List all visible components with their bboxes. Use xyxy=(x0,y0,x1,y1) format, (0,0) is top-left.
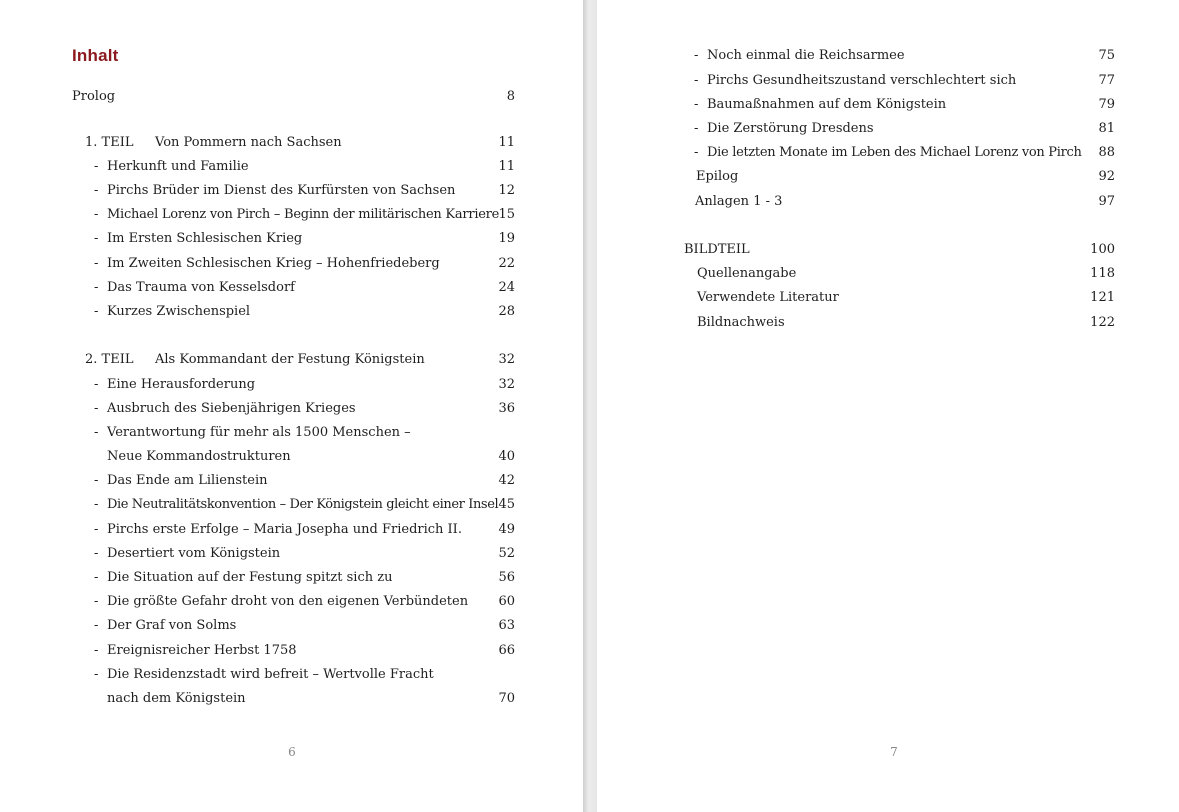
entry-page: 45 xyxy=(498,497,515,512)
bullet: - xyxy=(694,73,699,88)
entry-page: 77 xyxy=(1098,73,1115,88)
toc-entry-anlagen[interactable] xyxy=(695,191,1115,213)
bullet: - xyxy=(94,643,99,658)
toc-entry[interactable] xyxy=(694,45,1115,67)
entry-text: Bildnachweis xyxy=(697,315,785,330)
entry-page: 63 xyxy=(498,618,515,633)
bullet: - xyxy=(94,425,99,440)
bullet: - xyxy=(94,377,99,392)
entry-page: 70 xyxy=(498,691,515,706)
bullet: - xyxy=(94,159,99,174)
toc-entry-continuation[interactable] xyxy=(94,446,515,468)
bullet: - xyxy=(694,145,699,160)
toc-entry[interactable] xyxy=(94,253,515,275)
entry-text: Epilog xyxy=(696,169,739,184)
toc-entry[interactable] xyxy=(94,519,515,541)
entry-text: Anlagen 1 - 3 xyxy=(695,194,783,209)
entry-text: Im Zweiten Schlesischen Krieg – Hohenfriedeberg xyxy=(107,256,440,271)
entry-text: Noch einmal die Reichsarmee xyxy=(707,48,905,63)
entry-page: 42 xyxy=(498,473,515,488)
toc-entry[interactable] xyxy=(94,156,515,178)
entry-page: 11 xyxy=(498,135,515,150)
entry-text: Desertiert vom Königstein xyxy=(107,546,281,561)
toc-entry[interactable] xyxy=(694,118,1115,140)
toc-entry[interactable] xyxy=(94,543,515,565)
bullet: - xyxy=(694,97,699,112)
toc-entry[interactable] xyxy=(94,591,515,613)
entry-page: 8 xyxy=(506,89,515,104)
bullet: - xyxy=(94,618,99,633)
entry-text: BILDTEIL xyxy=(684,242,750,257)
entry-text: Ereignisreicher Herbst 1758 xyxy=(107,643,297,658)
entry-page: 36 xyxy=(498,401,515,416)
entry-text: Die Residenzstadt wird befreit – Wertvolle Fracht xyxy=(107,667,434,682)
toc-entry[interactable] xyxy=(694,94,1115,116)
entry-page: 56 xyxy=(498,570,515,585)
entry-text: nach dem Königstein xyxy=(107,691,246,706)
entry-text: Quellenangabe xyxy=(697,266,797,281)
entry-text: Kurzes Zwischenspiel xyxy=(107,304,251,319)
bullet: - xyxy=(94,667,99,682)
toc-entry[interactable] xyxy=(697,312,1115,334)
part-title: Von Pommern nach Sachsen xyxy=(155,135,342,150)
toc-entry[interactable] xyxy=(94,470,515,492)
entry-text: Im Ersten Schlesischen Krieg xyxy=(107,231,303,246)
entry-text: Herkunft und Familie xyxy=(107,159,249,174)
entry-page: 81 xyxy=(1098,121,1115,136)
entry-text: Die größte Gefahr droht von den eigenen Verbündeten xyxy=(107,594,469,609)
bullet: - xyxy=(94,207,99,222)
entry-text: Pirchs erste Erfolge – Maria Josepha und Friedrich II. xyxy=(107,522,462,537)
entry-page: 32 xyxy=(498,377,515,392)
toc-heading: Inhalt xyxy=(72,46,119,65)
toc-part-bildteil[interactable] xyxy=(684,239,1115,261)
part-title: Als Kommandant der Festung Königstein xyxy=(155,352,425,367)
entry-page: 66 xyxy=(498,643,515,658)
entry-text: Neue Kommandostrukturen xyxy=(107,449,291,464)
entry-page: 79 xyxy=(1098,97,1115,112)
entry-page: 22 xyxy=(498,256,515,271)
entry-text: Das Ende am Lilienstein xyxy=(107,473,268,488)
left-page xyxy=(0,0,583,812)
entry-text: Die Zerstörung Dresdens xyxy=(707,121,874,136)
toc-part-2[interactable] xyxy=(85,349,515,371)
bullet: - xyxy=(94,497,99,512)
toc-entry[interactable] xyxy=(94,664,515,686)
entry-page: 28 xyxy=(498,304,515,319)
toc-entry[interactable] xyxy=(94,301,515,323)
right-page xyxy=(597,0,1179,812)
bullet: - xyxy=(694,48,699,63)
entry-page: 49 xyxy=(498,522,515,537)
entry-page: 121 xyxy=(1090,290,1115,305)
bullet: - xyxy=(94,401,99,416)
entry-page: 24 xyxy=(498,280,515,295)
bullet: - xyxy=(94,280,99,295)
bullet: - xyxy=(94,546,99,561)
entry-page: 92 xyxy=(1098,169,1115,184)
entry-text: Die Situation auf der Festung spitzt sich zu xyxy=(107,570,393,585)
entry-page: 88 xyxy=(1098,145,1115,160)
bullet: - xyxy=(94,594,99,609)
entry-text: Pirchs Brüder im Dienst des Kurfürsten von Sachsen xyxy=(107,183,456,198)
bullet: - xyxy=(94,473,99,488)
entry-page: 11 xyxy=(498,159,515,174)
toc-entry[interactable] xyxy=(697,287,1115,309)
entry-text: Das Trauma von Kesselsdorf xyxy=(107,280,295,295)
toc-entry[interactable] xyxy=(694,70,1115,92)
entry-page: 100 xyxy=(1090,242,1115,257)
part-label: 2. TEIL xyxy=(85,352,134,367)
bullet: - xyxy=(94,570,99,585)
entry-text: Die letzten Monate im Leben des Michael Lorenz von Pirch xyxy=(707,145,1082,160)
toc-entry[interactable] xyxy=(694,142,1115,164)
bullet: - xyxy=(94,256,99,271)
toc-entry[interactable] xyxy=(94,615,515,637)
entry-text: Der Graf von Solms xyxy=(107,618,237,633)
entry-page: 118 xyxy=(1090,266,1115,281)
bullet: - xyxy=(94,231,99,246)
entry-page: 60 xyxy=(498,594,515,609)
entry-page: 19 xyxy=(498,231,515,246)
toc-entry[interactable] xyxy=(94,398,515,420)
entry-page: 122 xyxy=(1090,315,1115,330)
entry-page: 52 xyxy=(498,546,515,561)
toc-entry[interactable] xyxy=(94,277,515,299)
entry-text: Verwendete Literatur xyxy=(697,290,839,305)
bullet: - xyxy=(94,522,99,537)
toc-entry-continuation[interactable] xyxy=(94,688,515,710)
page-number: 7 xyxy=(890,745,898,759)
entry-page: 32 xyxy=(498,352,515,367)
toc-entry[interactable] xyxy=(94,567,515,589)
toc-entry[interactable] xyxy=(94,374,515,396)
entry-text: Eine Herausforderung xyxy=(107,377,256,392)
toc-entry-epilog[interactable] xyxy=(696,166,1115,188)
toc-part-1[interactable] xyxy=(85,132,515,154)
entry-page: 75 xyxy=(1098,48,1115,63)
bullet: - xyxy=(94,183,99,198)
entry-page: 40 xyxy=(498,449,515,464)
page-gutter xyxy=(583,0,597,812)
entry-text: Prolog xyxy=(72,89,116,104)
toc-entry[interactable] xyxy=(94,494,515,516)
entry-text: Die Neutralitätskonvention – Der Königstein gleicht einer Insel xyxy=(107,497,499,512)
toc-entry-prolog[interactable] xyxy=(72,86,515,108)
page-number: 6 xyxy=(288,745,296,759)
toc-entry[interactable] xyxy=(697,263,1115,285)
toc-entry[interactable] xyxy=(94,422,515,444)
bullet: - xyxy=(694,121,699,136)
entry-page: 15 xyxy=(498,207,515,222)
entry-text: Ausbruch des Siebenjährigen Krieges xyxy=(107,401,356,416)
toc-entry[interactable] xyxy=(94,640,515,662)
entry-text: Baumaßnahmen auf dem Königstein xyxy=(707,97,947,112)
toc-entry[interactable] xyxy=(94,204,515,226)
toc-entry[interactable] xyxy=(94,228,515,250)
bullet: - xyxy=(94,304,99,319)
entry-page: 97 xyxy=(1098,194,1115,209)
entry-text: Michael Lorenz von Pirch – Beginn der militärischen Karriere xyxy=(107,207,500,222)
toc-entry[interactable] xyxy=(94,180,515,202)
entry-text: Verantwortung für mehr als 1500 Menschen – xyxy=(107,425,411,440)
entry-text: Pirchs Gesundheitszustand verschlechtert sich xyxy=(707,73,1017,88)
part-label: 1. TEIL xyxy=(85,135,134,150)
entry-page: 12 xyxy=(498,183,515,198)
